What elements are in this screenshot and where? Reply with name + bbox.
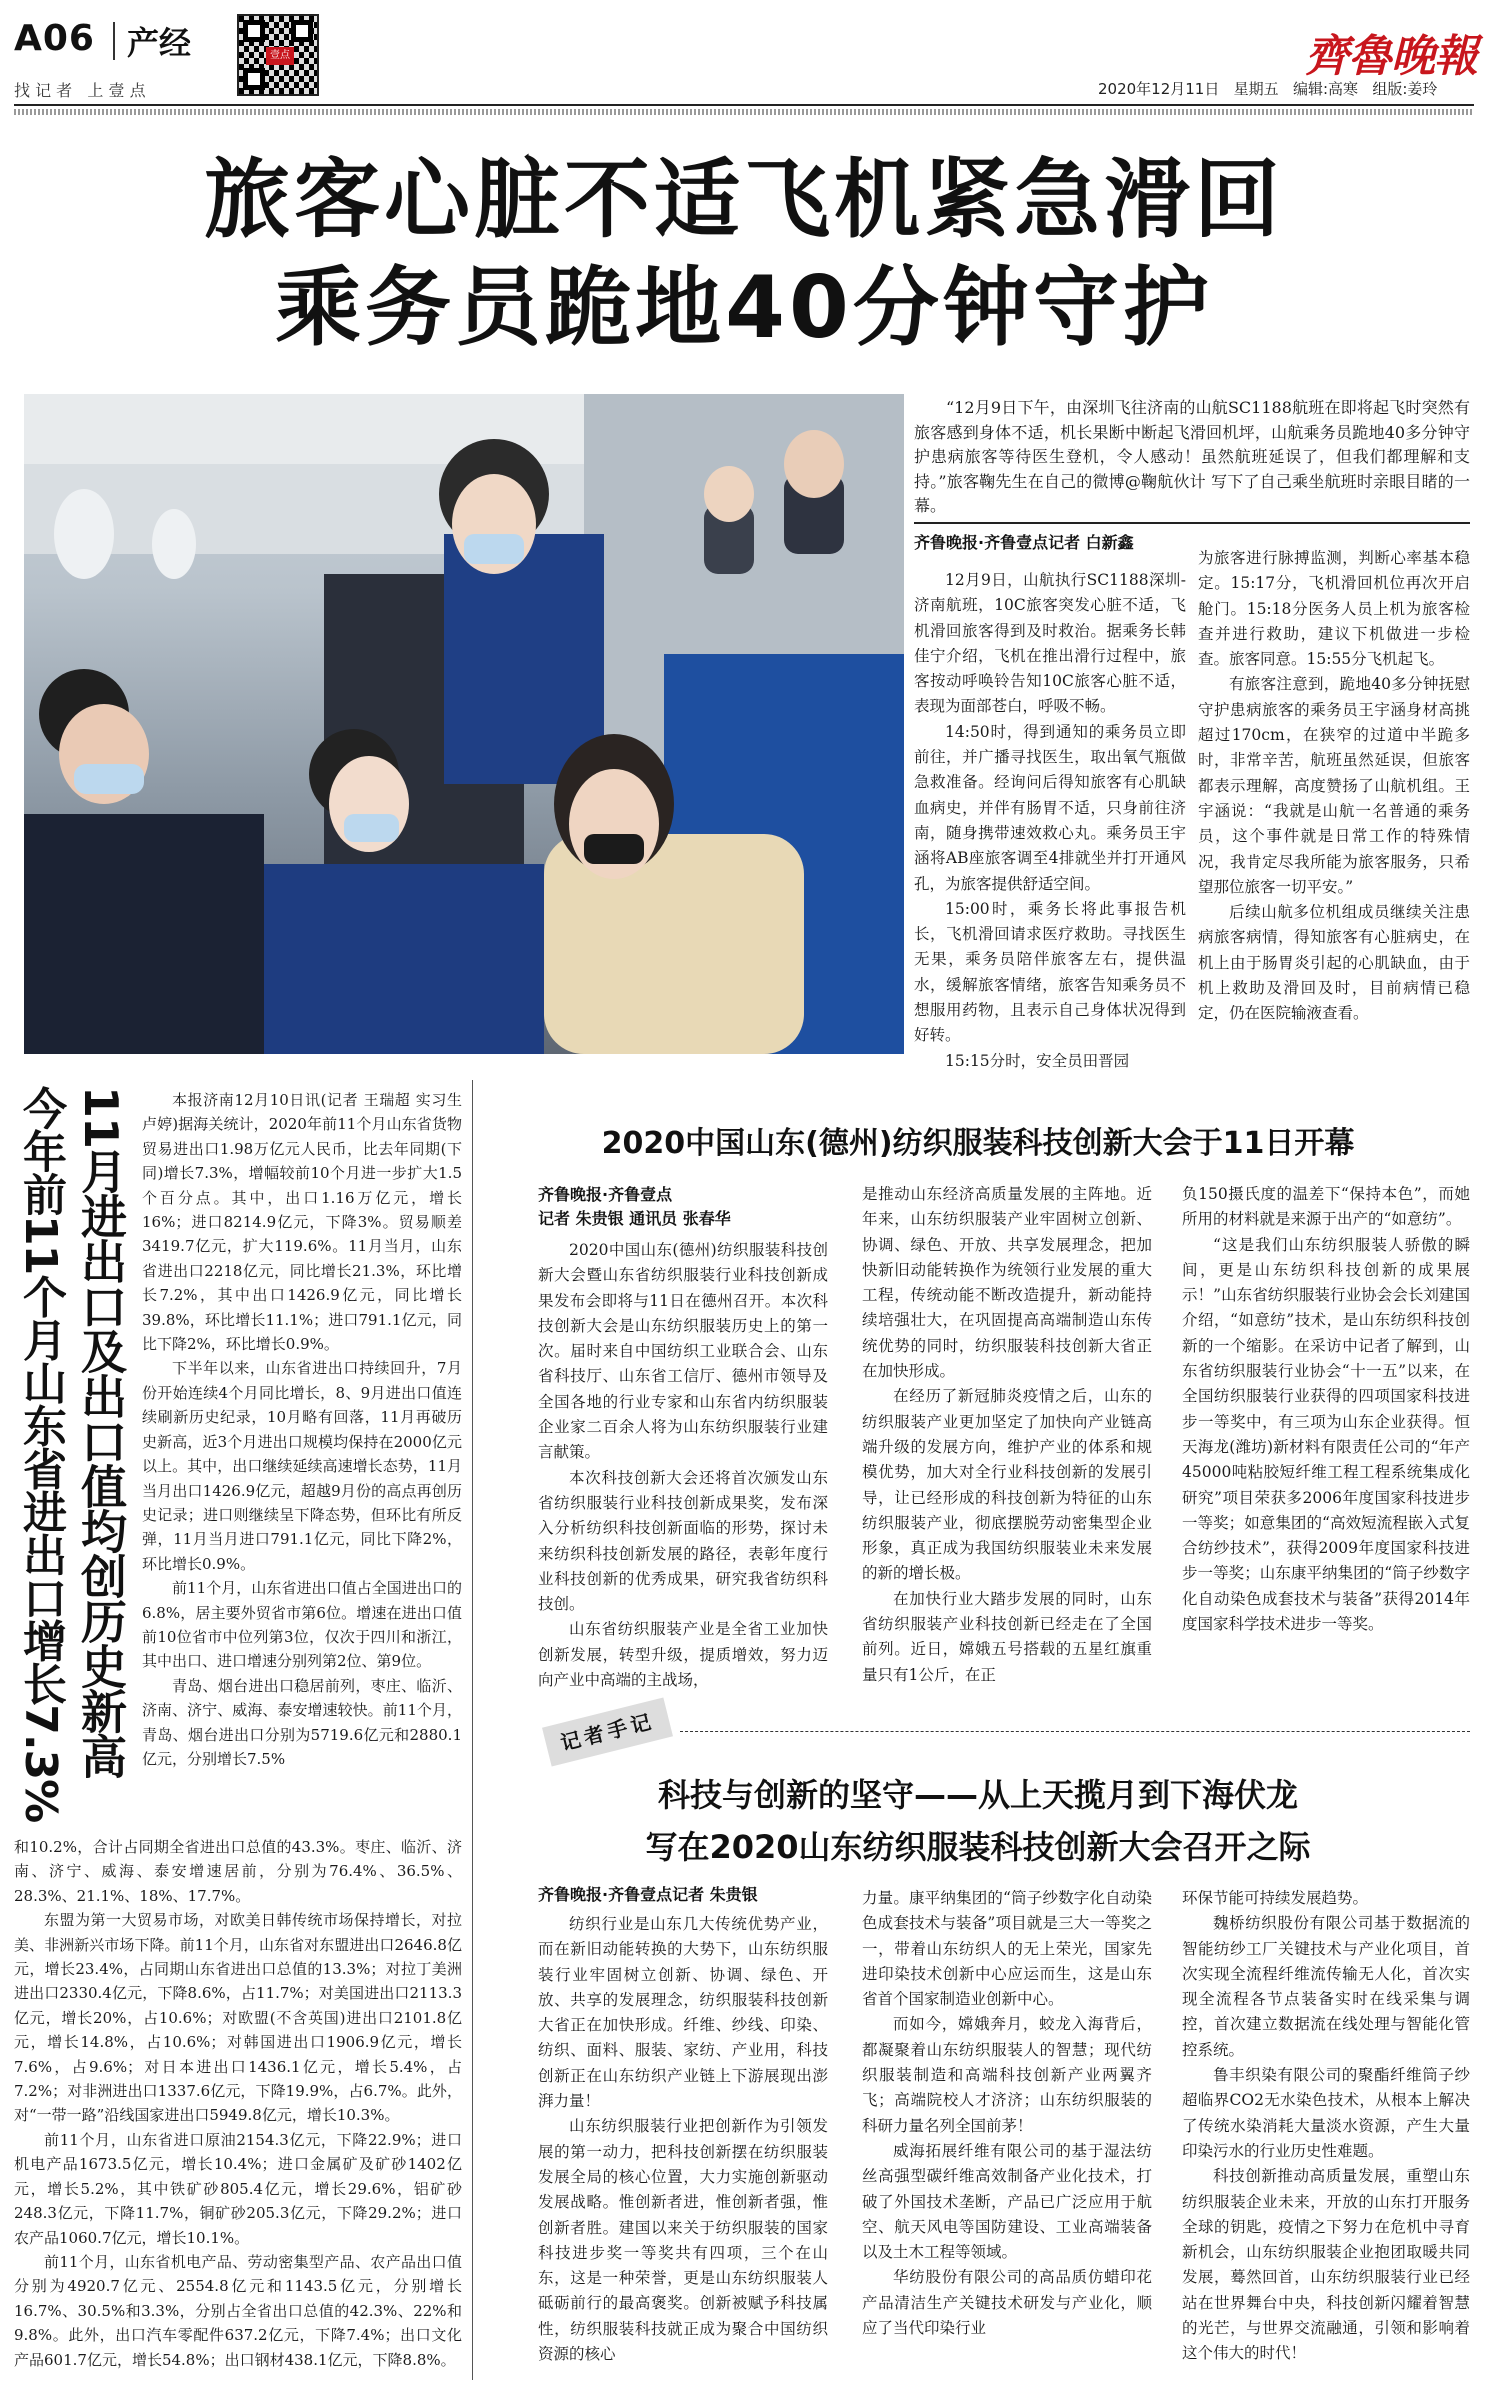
main-col1-p1: 12月9日，山航执行SC1188深圳-济南航班，10C旅客突发心脏不适，飞机滑回旅客得到及时救治。据乘务长韩佳宁介绍，飞机在推出滑行过程中，旅客按动呼唤铃告知10C旅客心脏不适，表现为面部苍白，呼吸不畅。 [914,571,1186,716]
textile-col-1 [538,1238,828,1698]
main-col-1 [914,568,1186,1070]
notes-col3-p2: 魏桥纺织股份有限公司基于数据流的智能纺纱工厂关键技术与产业化项目，首次实现全流程纤维流传输无人化，首次实现全流程各节点装备实时在线采集与调控，首次建立数据流在线处理与智能化管控系统。 [1182,1914,1470,2059]
notes-col1-p1: 纺织行业是山东几大传统优势产业，而在新旧动能转换的大势下，山东纺织服装行业牢固树立创新、协调、绿色、开放、共享的发展理念，纺织服装科技创新大省正在加快形成。纤维、纱线、印染、纺织、面料、服装、家纺、产业用，科技创新正在山东纺织产业链上下游展现出澎湃力量！ [538,1915,828,2111]
weekday: 星期五 [1233,80,1279,98]
main-lead-text: “12月9日下午，由深圳飞往济南的山航SC1188航班在即将起飞时突然有旅客感到身体不适，机长果断中断起飞滑回机坪，山航乘务员跪地40多分钟守护患病旅客等待医生登机，令人感动！虽然航班延误了，但我们都理解和支持。”旅客鞠先生在自己的微博@鞠航伙计 写下了自己乘坐航班时亲眼目睹的一幕。 [914,398,1470,516]
header-pattern [14,109,1474,115]
notes-col-2 [862,1886,1152,2382]
editor: 编辑:高寒 [1293,80,1359,98]
trade-upper-column [142,1088,462,1830]
masthead-logo: 齊魯晚報 [1305,31,1477,82]
trade-upper-p2: 前11个月，山东省进出口值占全国进出口的6.8%，居主要外贸省市第6位。增速在进出口值前10位省市中位列第3位，仅次于四川和浙江，其中出口、进口增速分别列第2位、第9位。 [142,1579,462,1671]
main-col2-p3: 后续山航多位机组成员继续关注患病旅客病情，得知旅客有心脏病史，在机上由于肠胃炎引起的心肌缺血，由于机上救助及滑回及时，目前病情已稳定，仍在医院输液查看。 [1198,903,1470,1023]
lead-rule [914,522,1470,524]
notes-col3-p4: 科技创新推动高质量发展，重塑山东纺织服装企业未来，开放的山东打开服务全球的钥匙，疫情之下努力在危机中寻育新机会，山东纺织服装企业抱团取暖共同发展，蓦然回首，山东纺织服装行业已经站在世界舞台中央，科技创新闪耀着智慧的光芒，与世界交流融通，引领和影响着这个伟大的时代！ [1182,2167,1470,2363]
textile-col3-p2: “这是我们山东纺织服装人骄傲的瞬间，更是山东纺织科技创新的成果展示！”山东省纺织服装行业协会会长刘建国介绍，“如意纺”技术，是山东纺织科技创新的一个缩影。在采访中记者了解到，山东省纺织服装行业协会“十一五”以来，在全国纺织服装行业获得的四项国家科技进步一等奖中，有三项为山东企业获得。恒天海龙(潍坊)新材料有限责任公司的“年产45000吨粘胶短纤维工程工程系统集成化研究”项目荣获多2006年度国家科技进步一等奖；如意集团的“高效短流程嵌入式复合纺纱技术”，获得2009年度国家科技进步一等奖；山东康平纳集团的“筒子纱数字化自动染色成套技术与装备”获得2014年度国家科学技术进步一等奖。 [1182,1235,1470,1634]
notes-headline-line1: 科技与创新的坚守——从上天揽月到下海伏龙 [657,1776,1298,1814]
trade-lower-p3: 前11个月，山东省进口原油2154.3亿元，下降22.9%；进口机电产品1673.5亿元，增长10.4%；进口金属矿及矿砂1402亿元，增长5.2%，其中铁矿砂805.4亿元，增长29.6%，铝矿砂248.3亿元，下降11.7%，铜矿砂205.3亿元，下降29.2%；进口农产品1060.7亿元，增长10.1%。 [14,2130,462,2247]
main-col2-p1: 为旅客进行脉搏监测，判断心率基本稳定。15:17分，飞机滑回机位再次开启舱门。15:18分医务人员上机为旅客检查并进行救助，建议下机做进一步检查。旅客同意。15:55分飞机起飞。 [1198,549,1470,669]
textile-col2-p3: 在加快行业大踏步发展的同时，山东省纺织服装产业科技创新已经走在了全国前列。近日，嫦娥五号搭载的五星红旗重量只有1公斤，在正 [862,1589,1152,1684]
notes-col2-p3: 威海拓展纤维有限公司的基于湿法纺丝高强型碳纤维高效制备产业化技术，打破了外国技术垄断，产品已广泛应用于航空、航天风电等国防建设、工业高端装备以及土木工程等领域。 [862,2141,1152,2262]
notes-col-1 [538,1912,828,2382]
notes-col1-p2: 山东纺织服装行业把创新作为引领发展的第一动力，把科技创新摆在纺织服装发展全局的核心位置，大力实施创新驱动发展战略。惟创新者进，惟创新者强，惟创新者胜。建国以来关于纺织服装的国家科技进步奖一等奖共有四项，三个在山东，这是一种荣誉，更是山东纺织服装人砥砺前行的最高褒奖。创新被赋予科技属性，纺织服装科技就正成为聚合中国纺织资源的核心 [538,2117,828,2364]
trade-lower-p4: 前11个月，山东省机电产品、劳动密集型产品、农产品出口值分别为4920.7亿元、2554.8亿元和1143.5亿元，分别增长16.7%、30.5%和3.3%，分别占全省出口总值的42.3%、22%和9.8%。此外，出口汽车零配件637.2亿元，下降7.4%；出口文化产品601.7亿元，增长54.8%；出口钢材438.1亿元，下降8.8%。 [14,2252,462,2369]
main-headline-line1: 旅客心脏不适飞机紧急滑回 [204,150,1284,250]
header-slogan: 找 记 者 上 壹 点 [14,81,146,100]
cabin-photo [24,394,904,1054]
reporter-notes-tag-text: 记者手记 [558,1708,657,1756]
reporter-notes-tag [542,1697,673,1766]
textile-col2-p2: 在经历了新冠肺炎疫情之后，山东的纺织服装产业更加坚定了加快向产业链高端升级的发展方向，维护产业的体系和规模优势，加大对全行业科技创新的发展引导，让已经形成的科技创新为特征的山东纺织服装产业，彻底摆脱劳动密集型企业形象，真正成为我国纺织服装业未来发展的新的增长极。 [862,1387,1152,1583]
textile-col1-p3: 山东省纺织服装产业是全省工业加快创新发展，转型升级，提质增效，努力迈向产业中高端的主战场， [538,1620,828,1690]
trade-upper-p3: 青岛、烟台进出口稳居前列，枣庄、临沂、济南、济宁、威海、泰安增速较快。前11个月，青岛、烟台进出口分别为5719.6亿元和2880.1亿元，分别增长7.5% [142,1676,462,1768]
header-rule [14,104,1474,106]
section-name: 产经 [127,24,192,62]
trade-lower-p2: 东盟为第一大贸易市场，对欧美日韩传统市场保持增长，对拉美、非洲新兴市场下降。前11个月，山东省对东盟进出口2646.8亿元，增长23.4%，占同期山东省进出口总值的13.3%；对拉丁美洲进出口2330.4亿元，下降8.6%，占11.7%；对美国进出口2113.3亿元，增长20%，占10.6%；对欧盟(不含英国)进出口2101.8亿元，增长14.8%，占10.6%；对韩国进出口1906.9亿元，增长7.6%，占9.6%；对日本进出口1436.1亿元，增长5.4%，占7.2%；对非洲进出口1337.6亿元，下降19.9%，占6.7%。此外，对“一带一路”沿线国家进出口5949.8亿元，增长10.3%。 [14,1911,462,2125]
notes-col2-p1: 力量。康平纳集团的“筒子纱数字化自动染色成套技术与装备”项目就是三大一等奖之一，带着山东纺织人的无上荣光，国家先进印染技术创新中心应运而生，这是山东省首个国家制造业创新中心。 [862,1889,1152,2009]
qr-logo: 壹点 [266,47,294,65]
notes-headline-line2: 写在2020山东纺织服装科技创新大会召开之际 [645,1828,1311,1866]
cabin-photo-illustration [24,394,904,1054]
issue-date: 2020年12月11日 [1098,80,1220,98]
notes-byline: 齐鲁晚报·齐鲁壹点记者 朱贵银 [538,1885,758,1904]
textile-byline-2: 记者 朱贵银 通讯员 张春华 [538,1209,731,1228]
textile-col-2 [862,1182,1152,1698]
main-byline: 齐鲁晚报·齐鲁壹点记者 白新鑫 [914,533,1134,552]
layout-credit: 组版:姜玲 [1372,80,1438,98]
textile-col3-p1: 负150摄氏度的温差下“保持本色”，而她所用的材料就是来源于出产的“如意纺”。 [1182,1185,1470,1229]
qr-code[interactable] [237,14,319,96]
column-divider [472,1080,473,2380]
main-col-2 [1198,546,1470,1058]
main-col1-p3: 15:00时，乘务长将此事报告机长，飞机滑回请求医疗救助。寻找医生无果，乘务员陪伴旅客左右，提供温水，缓解旅客情绪，旅客告知乘务员不想服用药物，且表示自己身体状况得到好转。 [914,899,1186,1045]
main-col2-p2: 有旅客注意到，跪地40多分钟抚慰守护患病旅客的乘务员王宇涵身材高挑超过170cm，在狭窄的过道中半跪多时，非常辛苦，航班虽然延误，但旅客都表示理解，高度赞扬了山航机组。王宇涵说：“我就是山航一名普通的乘务员，这个事件就是日常工作的特殊情况，我肯定尽我所能为旅客服务，只希望那位旅客一切平安。” [1198,675,1470,896]
textile-col1-p2: 本次科技创新大会还将首次颁发山东省纺织服装行业科技创新成果奖，发布深入分析纺织科技创新面临的形势，探讨未来纺织科技创新发展的路径，表彰年度行业科技创新的优秀成果，研究我省纺织科技创。 [538,1468,828,1614]
notes-col2-p2: 而如今，嫦娥奔月，蛟龙入海背后，都凝聚着山东纺织服装人的智慧；现代纺织服装制造和高端科技创新产业两翼齐飞；高端院校人才济济；山东纺织服装的科研力量名列全国前茅！ [862,2015,1152,2135]
textile-col-3 [1182,1182,1470,1698]
main-col1-p2: 14:50时，得到通知的乘务员立即前往，并广播寻找医生，取出氧气瓶做急救准备。经询问后得知旅客有心肌缺血病史，并伴有肠胃不适，只身前往济南，随身携带速效救心丸。乘务员王宇涵将AB座旅客调至4排就坐并打开通风孔，为旅客提供舒适空间。 [914,722,1186,893]
main-lead [914,396,1470,516]
trade-headline-line2: 11月进出口及出口值均创历史新高 [74,1086,128,1779]
main-col1-p4: 15:15分时，安全员田晋园 [945,1051,1130,1070]
notes-col3-p3: 鲁丰织染有限公司的聚酯纤维筒子纱超临界CO2无水染色技术，从根本上解决了传统水染消耗大量淡水资源，产生大量印染污水的行业历史性难题。 [1182,2066,1470,2160]
reporter-notes-rule [680,1731,1470,1732]
page-number: A06 [14,18,95,59]
trade-intro: 本报济南12月10日讯(记者 王瑞超 实习生 卢婷)据海关统计，2020年前11个月山东省货物贸易进出口1.98万亿元人民币，比去年同期(下同)增长7.3%，增幅较前10个月进一步扩大1.5个百分点。其中，出口1.16万亿元，增长16%；进口8214.9亿元，下降3%。贸易顺差3419.7亿元，扩大119.6%。11月当月，山东省进出口2218亿元，同比增长21.3%，环比增长7.2%，其中出口1426.9亿元，同比增长39.8%，环比增长11.1%；进口791.1亿元，同比下降2%，环比增长0.9%。 [142,1091,462,1354]
notes-col2-p4: 华纺股份有限公司的高品质仿蜡印花产品清洁生产关键技术研发与产业化，顺应了当代印染行业 [862,2268,1152,2338]
textile-col1-p1: 2020中国山东(德州)纺织服装科技创新大会暨山东省纺织服装行业科技创新成果发布会即将与11日在德州召开。本次科技创新大会是山东纺织服装历史上的第一次。届时来自中国纺织工业联合会、山东省科技厅、山东省工信厅、德州市领导及全国各地的行业专家和山东省内纺织服装企业家二百余人将为山东纺织服装行业建言献策。 [538,1241,828,1462]
trade-upper-p1: 下半年以来，山东省进出口持续回升，7月份开始连续4个月同比增长，8、9月进出口值连续刷新历史纪录，10月略有回落，11月再破历史新高，近3个月进出口规模均保持在2000亿元以上。其中，出口继续延续高速增长态势，11月当月出口1426.9亿元，超越9月份的高点再创历史记录；进口则继续呈下降态势，但环比有所反弹，11月当月进口791.1亿元，同比下降2%，环比增长0.9%。 [142,1359,462,1573]
main-headline-line2: 乘务员跪地40分钟守护 [275,258,1213,358]
trade-lower-column [14,1835,462,2380]
textile-byline-1: 齐鲁晚报·齐鲁壹点 [538,1185,673,1204]
trade-headline-line1: 今年前11个月山东省进出口增长7.3% [15,1086,66,1823]
textile-col2-p1: 是推动山东经济高质量发展的主阵地。近年来，山东纺织服装产业牢固树立创新、协调、绿色、开放、共享发展理念，把加快新旧动能转换作为统领行业发展的重大工程，传统动能不断改造提升，新动能持续培强壮大，在巩固提高高端制造山东传统优势的同时，纺织服装科技创新大省正在加快形成。 [862,1185,1152,1381]
header-divider [113,22,115,60]
textile-headline: 2020中国山东(德州)纺织服装科技创新大会于11日开幕 [601,1126,1355,1161]
trade-lower-p1: 和10.2%，合计占同期全省进出口总值的43.3%。枣庄、临沂、济南、济宁、威海、泰安增速居前，分别为76.4%、36.5%、28.3%、21.1%、18%、17.7%。 [14,1838,462,1905]
notes-col3-p1: 环保节能可持续发展趋势。 [1182,1889,1369,1907]
notes-col-3 [1182,1886,1470,2382]
